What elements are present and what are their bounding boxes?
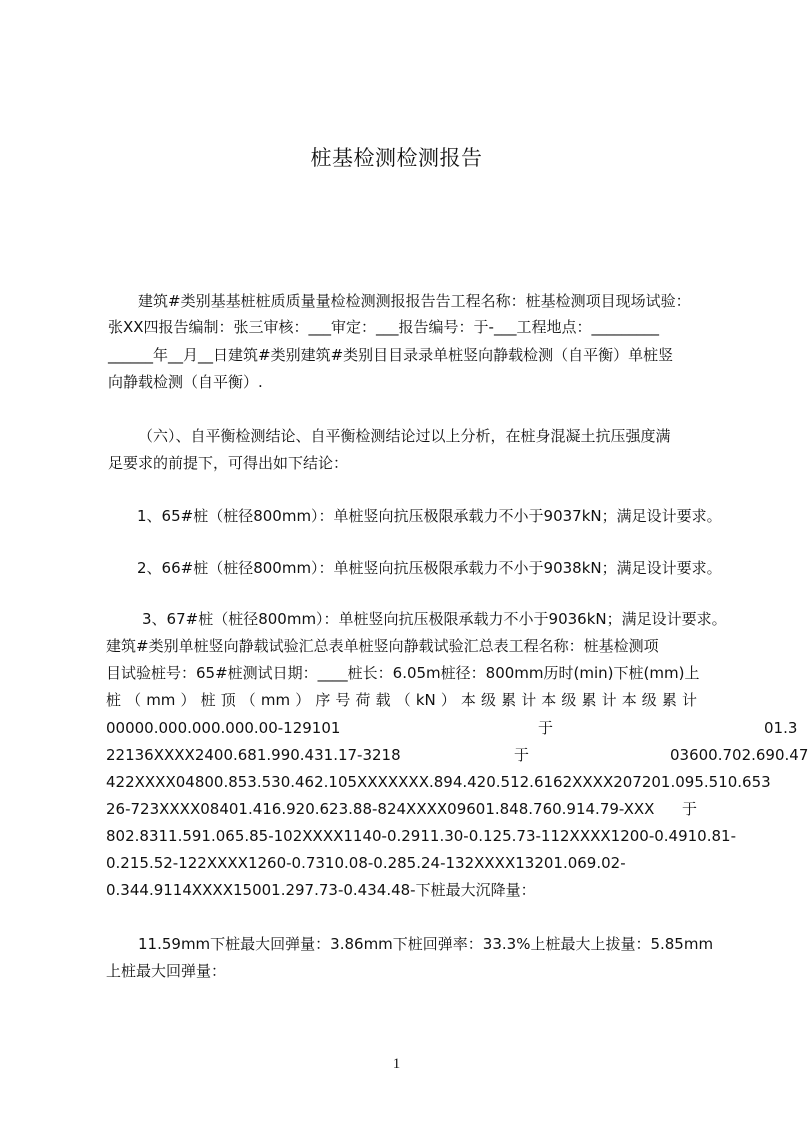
rebound-line-1: 11.59mm下桩最大回弹量：3.86mm下桩回弹率：33.3%上桩最大上拔量：5.85mm	[138, 935, 714, 953]
data-row-4-mark: 于	[682, 800, 698, 818]
data-row-1-mark: 于	[538, 719, 554, 737]
data-row-2-text: 22136XXXX2400.681.990.431.17-3218	[106, 746, 401, 764]
conclusion-line-1: （六）、自平衡检测结论、自平衡检测结论过以上分析，在桩身混凝土抗压强度满	[138, 427, 671, 445]
data-row-1-tail: 01.3	[764, 719, 798, 737]
intro-line-4: 向静载检测（自平衡）.	[108, 373, 263, 391]
result-item-2: 2、66#桩（桩径800mm）：单桩竖向抗压极限承载力不小于9038kN；满足设计要求。	[137, 559, 722, 577]
data-row-3: 422XXXX04800.853.530.462.105XXXXXXX.894.420.512.6162XXXX207201.095.510.653	[106, 773, 771, 791]
report-title: 桩基检测检测报告	[310, 146, 483, 170]
intro-line-2: 张XX四报告编制：张三审核：___审定：___报告编号：于-___工程地点：_________	[108, 318, 659, 336]
data-row-1-text: 00000.000.000.000.00-129101	[106, 719, 341, 737]
data-row-2-mark: 于	[514, 746, 530, 764]
summary-line-1: 建筑#类别单桩竖向静载试验汇总表单桩竖向静载试验汇总表工程名称：桩基检测项	[106, 637, 659, 655]
result-item-1: 1、65#桩（桩径800mm）：单桩竖向抗压极限承载力不小于9037kN；满足设计要求。	[137, 507, 722, 525]
result-item-3: 3、67#桩（桩径800mm）：单桩竖向抗压极限承载力不小于9036kN；满足设计要求。	[142, 610, 727, 628]
data-row-7: 0.344.9114XXXX15001.297.73-0.434.48-下桩最大沉降量：	[106, 881, 536, 899]
intro-line-1: 建筑#类别基基桩桩质质量量检检测测报报告告工程名称：桩基检测项目现场试验：	[138, 292, 691, 310]
data-row-2-tail: 03600.702.690.47	[670, 746, 808, 764]
conclusion-line-2: 足要求的前提下，可得出如下结论：	[108, 454, 349, 472]
page-number: 1	[392, 1056, 401, 1072]
data-row-6: 0.215.52-122XXXX1260-0.7310.08-0.285.24-132XXXX13201.069.02-	[106, 854, 626, 872]
summary-line-2: 目试验桩号：65#桩测试日期：____桩长：6.05m桩径：800mm历时(min)下桩(mm)上	[106, 664, 700, 682]
rebound-line-2: 上桩最大回弹量：	[106, 962, 227, 980]
data-row-5: 802.8311.591.065.85-102XXXX1140-0.2911.30-0.125.73-112XXXX1200-0.4910.81-	[106, 827, 736, 845]
data-row-4-text: 26-723XXXX08401.416.920.623.88-824XXXX09601.848.760.914.79-XXX	[106, 800, 655, 818]
summary-table-header: 桩（mm）桩顶（mm）序号荷载（kN）本级累计本级累计本级累计	[106, 691, 697, 709]
intro-line-3: ______年__月__日建筑#类别建筑#类别目目录录单桩竖向静载检测（自平衡）单桩竖	[108, 346, 674, 364]
